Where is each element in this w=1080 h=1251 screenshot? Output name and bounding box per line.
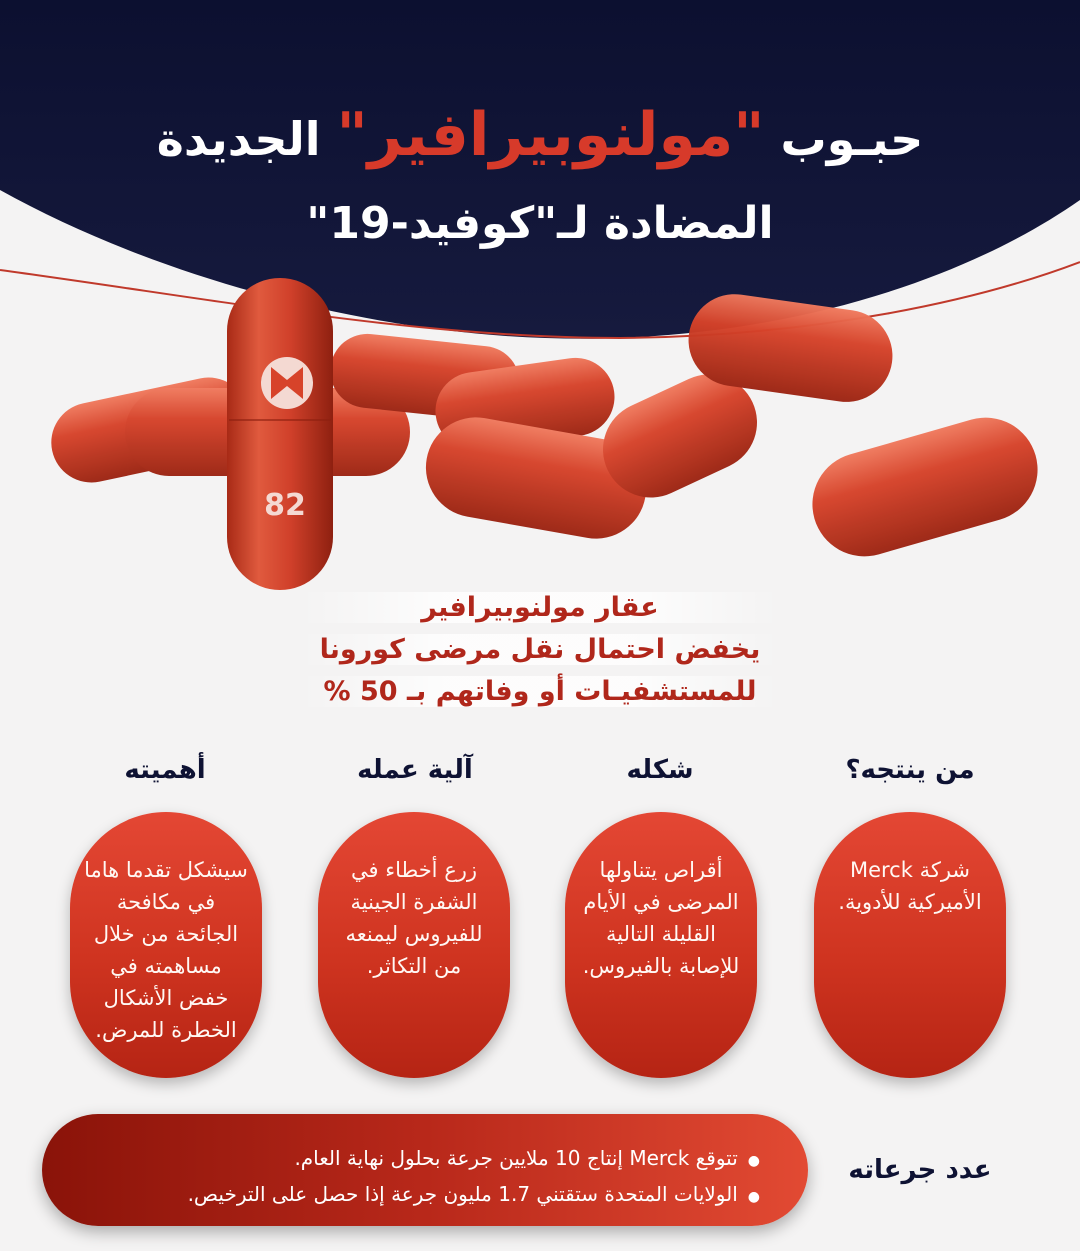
card-importance xyxy=(70,812,262,1078)
column-title-mechanism: آلية عمله xyxy=(357,755,473,785)
card-form xyxy=(565,812,757,1078)
capsule-group xyxy=(44,288,1050,568)
card-form-text: أقراص يتناولها المرضى في الأيام القليلة التالية للإصابة بالفيروس. xyxy=(582,858,740,978)
card-mechanism xyxy=(318,812,510,1078)
doses-bullet-2: ● الولايات المتحدة ستقتني 1.7 مليون جرعة إذا حصل على الترخيص. xyxy=(188,1182,760,1206)
column-title-producer: من ينتجه؟ xyxy=(845,755,975,785)
card-mechanism-text: زرع أخطاء في الشفرة الجينية للفيروس ليمنعه من التكاثر. xyxy=(345,858,483,978)
title-drug-name: "مولنوبيرافير" xyxy=(336,100,765,170)
doses-label: عدد جرعاته xyxy=(848,1155,992,1185)
tagline-line-2: يخفض احتمال نقل مرضى كورونا xyxy=(300,634,780,665)
column-title-importance: أهميته xyxy=(124,755,206,785)
card-producer xyxy=(814,812,1006,1078)
tagline-line-3: للمستشفيـات أو وفاتهم بـ 50 % xyxy=(300,676,780,707)
main-title xyxy=(0,100,1080,170)
card-producer-text: شركة Merck الأميركية للأدوية. xyxy=(838,858,982,914)
column-title-form: شكله xyxy=(626,755,694,785)
capsules-illustration xyxy=(0,270,1080,590)
title-prefix: حبـوب xyxy=(764,112,924,166)
tagline-line-1: عقار مولنوبيرافير xyxy=(300,592,780,623)
title-suffix: الجديدة xyxy=(156,112,337,166)
merck-logo-icon xyxy=(261,357,313,409)
doses-bar xyxy=(42,1114,808,1226)
pill-imprint: 82 xyxy=(264,488,306,523)
card-importance-text: سيشكل تقدما هاما في مكافحة الجائحة من خلال مساهمته في خفض الأشكال الخطرة للمرض. xyxy=(84,858,248,1042)
subtitle: المضادة لـ"كوفيد-19" xyxy=(306,198,774,249)
standing-capsule xyxy=(227,278,333,590)
doses-bullet-1: ● تتوقع Merck إنتاج 10 ملايين جرعة بحلول نهاية العام. xyxy=(294,1146,760,1170)
